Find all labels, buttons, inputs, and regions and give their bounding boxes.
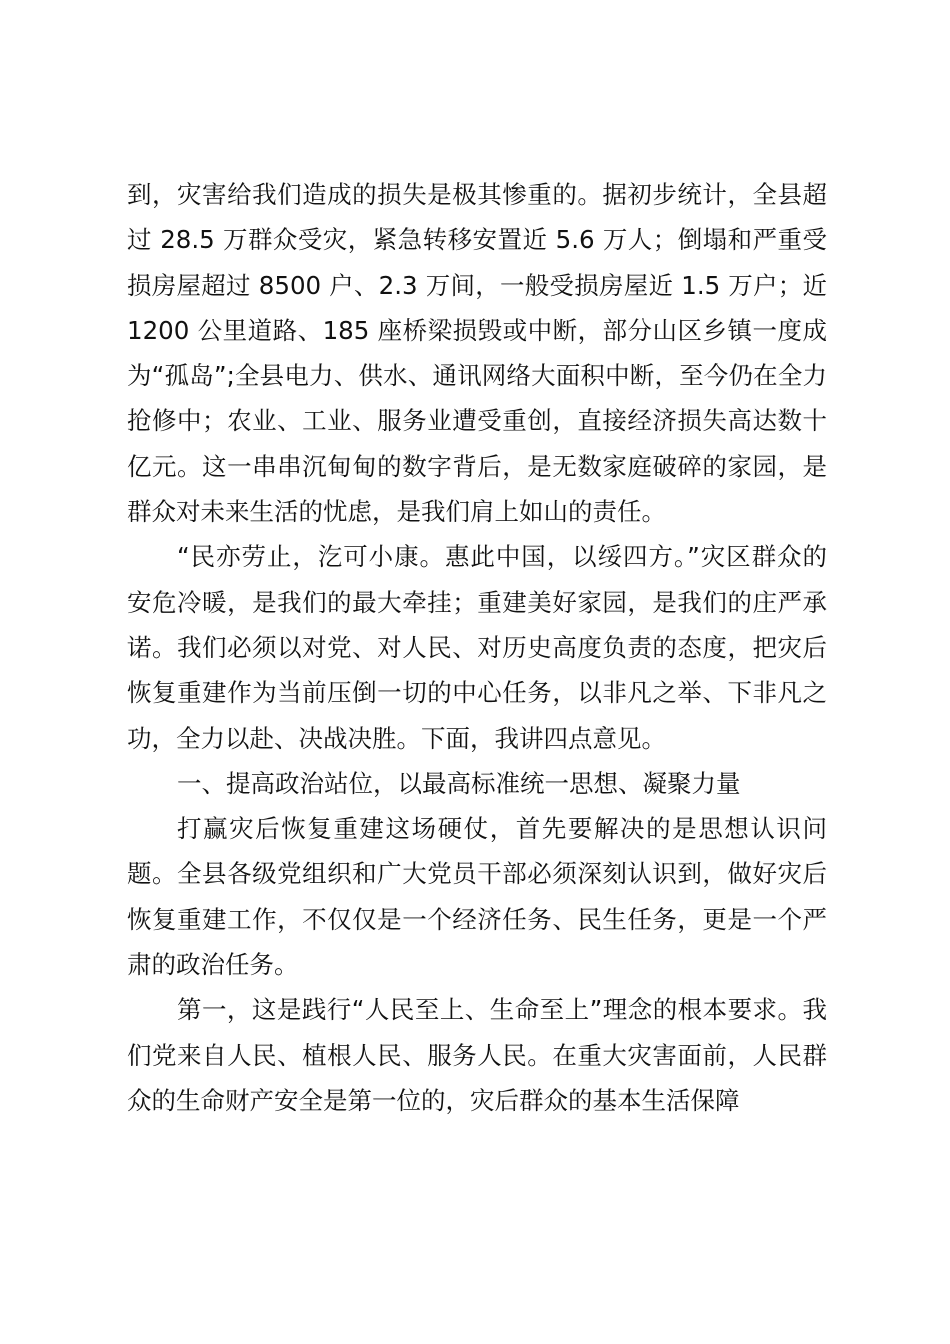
section-heading-1: 一、提高政治站位，以最高标准统一思想、凝聚力量 <box>177 768 741 798</box>
paragraph-disaster-losses: 到，灾害给我们造成的损失是极其惨重的。据初步统计，全县超过 28.5 万群众受灾，紧急转移安置近 5.6 万人；倒塌和严重受损房屋超过 8500 户、2.3 万间，一般受损房屋近 1.5 万户；近 1200 公里道路、185 座桥梁损毁或中断，部分山区乡镇一度成为“孤岛”;全县电力、供水、通讯网络大面积中断，至今仍在全力抢修中；农业、工业、服务业遭受重创，直接经济损失高达数十亿元。这一串串沉甸甸的数字背后，是无数家庭破碎的家园，是群众对未来生活的忧虑，是我们肩上如山的责任。 <box>127 180 827 527</box>
paragraph-commitment: “民亦劳止，汔可小康。惠此中国，以绥四方。”灾区群众的安危冷暖，是我们的最大牵挂；重建美好家园，是我们的庄严承诺。我们必须以对党、对人民、对历史高度负责的态度，把灾后恢复重建作为当前压倒一切的中心任务，以非凡之举、下非凡之功，全力以赴、决战决胜。下面，我讲四点意见。 <box>127 542 827 753</box>
body-text <box>127 172 827 1123</box>
paragraph-first-point: 第一，这是践行“人民至上、生命至上”理念的根本要求。我们党来自人民、植根人民、服务人民。在重大灾害面前，人民群众的生命财产安全是第一位的，灾后群众的基本生活保障 <box>127 995 827 1115</box>
paragraph-political-task: 打赢灾后恢复重建这场硬仗，首先要解决的是思想认识问题。全县各级党组织和广大党员干部必须深刻认识到，做好灾后恢复重建工作，不仅仅是一个经济任务、民生任务，更是一个严肃的政治任务。 <box>127 814 827 980</box>
